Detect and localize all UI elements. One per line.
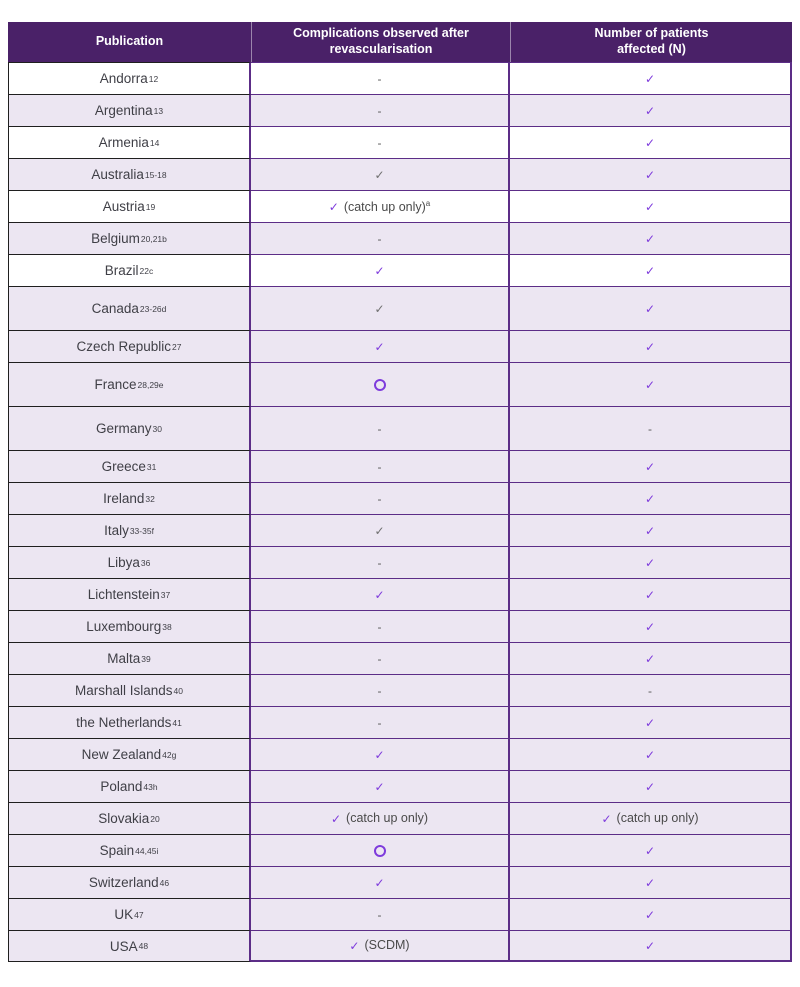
complications-cell (251, 330, 510, 362)
table-row (8, 802, 792, 834)
publication-cell: Malta 39 (8, 642, 251, 674)
patients-cell (510, 610, 792, 642)
circle-icon (374, 845, 386, 857)
table-row (8, 482, 792, 514)
patients-cell (510, 406, 792, 450)
complications-cell (251, 610, 510, 642)
complications-cell (251, 898, 510, 930)
complications-cell (251, 286, 510, 330)
patients-cell (510, 286, 792, 330)
check-icon: ✓ (644, 875, 656, 890)
patients-cell (510, 222, 792, 254)
patients-cell (510, 514, 792, 546)
patients-cell (510, 802, 792, 834)
check-icon: ✓ (644, 715, 656, 730)
publication-name: Italy (104, 523, 129, 538)
check-icon-gray: ✓ (374, 523, 385, 538)
complications-cell (251, 674, 510, 706)
cell-note: (catch up only) (616, 811, 699, 826)
complications-cell (251, 578, 510, 610)
table-row (8, 330, 792, 362)
header-cell-patients (510, 22, 792, 62)
table-row (8, 450, 792, 482)
publication-name: Argentina (94, 103, 153, 118)
cell-note: (SCDM) (364, 938, 410, 953)
table-row (8, 930, 792, 962)
table-row (8, 94, 792, 126)
publication-name: Spain (99, 843, 135, 858)
publication-cell: Lichtenstein 37 (8, 578, 251, 610)
publication-cell: Austria 19 (8, 190, 251, 222)
complications-cell (251, 362, 510, 406)
publication-cell: Marshall Islands 40 (8, 674, 251, 706)
dash-icon: - (377, 907, 382, 922)
publication-name: Switzerland (88, 875, 159, 890)
check-icon: ✓ (644, 651, 656, 666)
publication-name: Slovakia (98, 811, 150, 826)
check-icon: ✓ (374, 747, 385, 762)
publication-name: Belgium (91, 231, 140, 246)
check-icon: ✓ (644, 71, 656, 86)
table-row (8, 62, 792, 94)
table-row (8, 610, 792, 642)
table-row (8, 406, 792, 450)
complications-cell (251, 62, 510, 94)
check-icon: ✓ (374, 587, 385, 602)
publication-name: USA (109, 938, 138, 954)
complications-cell (251, 450, 510, 482)
complications-cell (251, 482, 510, 514)
publication-cell: Luxembourg 38 (8, 610, 251, 642)
check-icon: ✓ (644, 907, 656, 922)
publication-name: Greece (101, 459, 146, 474)
publication-cell: Italy 33-35f (8, 514, 251, 546)
patients-cell (510, 866, 792, 898)
dash-icon: - (377, 421, 382, 436)
publication-name: Marshall Islands (74, 683, 173, 698)
patients-cell (510, 546, 792, 578)
publication-cell: Poland 43h (8, 770, 251, 802)
publication-cell: USA 48 (8, 930, 251, 962)
table-row (8, 706, 792, 738)
publication-cell: Libya 36 (8, 546, 251, 578)
check-icon: ✓ (374, 779, 385, 794)
publication-name: UK (114, 907, 134, 922)
check-icon: ✓ (374, 339, 385, 354)
publication-name: Andorra (99, 71, 148, 86)
publication-name: Czech Republic (76, 339, 172, 354)
patients-cell (510, 450, 792, 482)
check-icon: ✓ (644, 555, 656, 570)
patients-cell (510, 706, 792, 738)
cell-note: (catch up only)$^a$ (343, 198, 431, 214)
publication-cell: UK 47 (8, 898, 251, 930)
dash-icon: - (377, 459, 382, 474)
publication-cell: Australia 15-18 (8, 158, 251, 190)
publication-name: Germany (96, 421, 152, 436)
table-row (8, 254, 792, 286)
publication-name: Libya (107, 555, 140, 570)
publication-cell: Greece 31 (8, 450, 251, 482)
table-row (8, 738, 792, 770)
publication-cell: Andorra 12 (8, 62, 251, 94)
complications-cell (251, 930, 510, 962)
patients-cell (510, 158, 792, 190)
complications-cell (251, 770, 510, 802)
publication-cell: Brazil 22c (8, 254, 251, 286)
patients-cell (510, 930, 792, 962)
cell-note-sup: a (425, 198, 431, 208)
complications-cell (251, 834, 510, 866)
complications-cell (251, 514, 510, 546)
patients-cell (510, 738, 792, 770)
table-body (8, 62, 792, 962)
publication-name: Austria (102, 199, 145, 214)
check-icon: ✓ (644, 938, 656, 953)
check-icon: ✓ (374, 875, 385, 890)
dash-icon: - (377, 231, 382, 246)
publication-name: Luxembourg (86, 619, 162, 634)
complications-cell (251, 546, 510, 578)
patients-cell (510, 254, 792, 286)
dash-icon: - (377, 103, 382, 118)
table-row (8, 770, 792, 802)
complications-cell (251, 706, 510, 738)
publication-cell: Germany 30 (8, 406, 251, 450)
check-icon: ✓ (644, 339, 656, 354)
table-row (8, 286, 792, 330)
publication-cell: Slovakia 20 (8, 802, 251, 834)
check-icon: ✓ (374, 263, 385, 278)
publication-name: New Zealand (81, 747, 162, 762)
publication-cell: Spain 44,45i (8, 834, 251, 866)
patients-cell (510, 190, 792, 222)
circle-icon (374, 379, 386, 391)
table-row (8, 898, 792, 930)
table-row (8, 514, 792, 546)
publication-name: the Netherlands (76, 715, 172, 730)
check-icon: ✓ (644, 523, 656, 538)
table-row (8, 158, 792, 190)
check-icon: ✓ (644, 263, 656, 278)
publication-cell: Switzerland 46 (8, 866, 251, 898)
dash-icon: - (377, 619, 382, 634)
header-cell-complications (251, 22, 510, 62)
patients-cell (510, 898, 792, 930)
complications-cell (251, 642, 510, 674)
publication-cell: France 28,29e (8, 362, 251, 406)
publication-name: Malta (107, 651, 141, 666)
dash-icon: - (377, 71, 382, 86)
patients-cell (510, 770, 792, 802)
table-row (8, 642, 792, 674)
publication-name: Ireland (103, 491, 145, 506)
complications-cell (251, 190, 510, 222)
header-label-patients: Number of patients affected (N) (594, 26, 709, 56)
patients-cell (510, 330, 792, 362)
dash-icon: - (377, 715, 382, 730)
check-icon: ✓ (644, 779, 656, 794)
table-row (8, 126, 792, 158)
complications-cell (251, 802, 510, 834)
publication-cell: the Netherlands 41 (8, 706, 251, 738)
publication-name: Lichtenstein (87, 587, 160, 602)
publication-cell: Belgium 20,21b (8, 222, 251, 254)
check-icon: ✓ (644, 103, 656, 118)
publication-cell: Argentina 13 (8, 94, 251, 126)
patients-cell (510, 578, 792, 610)
complications-cell (251, 94, 510, 126)
check-icon: ✓ (644, 135, 656, 150)
publication-cell: New Zealand 42g (8, 738, 251, 770)
complications-cell (251, 222, 510, 254)
publication-name: Canada (91, 301, 139, 316)
table-row (8, 362, 792, 406)
complications-cell (251, 254, 510, 286)
publication-cell: Armenia 14 (8, 126, 251, 158)
check-icon: ✓ (644, 199, 656, 214)
dash-icon: - (377, 555, 382, 570)
patients-cell (510, 834, 792, 866)
check-icon: ✓ (644, 491, 656, 506)
publications-table (8, 22, 792, 962)
dash-icon: - (377, 135, 382, 150)
publication-name: Australia (91, 167, 144, 182)
check-icon: ✓ (644, 747, 656, 762)
patients-cell (510, 674, 792, 706)
header-label-publication: Publication (95, 34, 164, 49)
check-icon-gray: ✓ (374, 167, 385, 182)
check-icon: ✓ (328, 199, 339, 214)
dash-icon: - (648, 683, 652, 698)
header-cell-publication (8, 22, 251, 62)
patients-cell (510, 126, 792, 158)
check-icon: ✓ (644, 167, 656, 182)
table-row (8, 674, 792, 706)
publication-cell: Czech Republic 27 (8, 330, 251, 362)
check-icon: ✓ (349, 938, 360, 953)
dash-icon: - (648, 421, 652, 436)
complications-cell (251, 158, 510, 190)
dash-icon: - (377, 491, 382, 506)
dash-icon: - (377, 683, 382, 698)
check-icon: ✓ (644, 231, 656, 246)
patients-cell (510, 62, 792, 94)
complications-cell (251, 406, 510, 450)
cell-note: (catch up only) (346, 811, 429, 826)
complications-cell (251, 866, 510, 898)
patients-cell (510, 482, 792, 514)
check-icon-gray: ✓ (374, 301, 385, 316)
publication-name: Poland (100, 779, 143, 794)
complications-cell (251, 126, 510, 158)
check-icon: ✓ (644, 843, 656, 858)
check-icon: ✓ (644, 587, 656, 602)
table-row (8, 866, 792, 898)
table-header-row (8, 22, 792, 62)
header-label-complications: Complications observed after revascularisation (293, 26, 469, 56)
publication-cell: Ireland 32 (8, 482, 251, 514)
check-icon: ✓ (644, 459, 656, 474)
publication-name: Brazil (104, 263, 139, 278)
publication-name: Armenia (98, 135, 149, 150)
table-row (8, 222, 792, 254)
dash-icon: - (377, 651, 382, 666)
patients-cell (510, 362, 792, 406)
publication-name: France (94, 377, 137, 392)
publication-cell: Canada 23-26d (8, 286, 251, 330)
patients-cell (510, 94, 792, 126)
table-row (8, 834, 792, 866)
check-icon: ✓ (601, 811, 612, 826)
table-row (8, 578, 792, 610)
table-row (8, 546, 792, 578)
check-icon: ✓ (644, 301, 656, 316)
patients-cell (510, 642, 792, 674)
check-icon: ✓ (644, 377, 656, 392)
complications-cell (251, 738, 510, 770)
check-icon: ✓ (330, 811, 342, 826)
table-row (8, 190, 792, 222)
check-icon: ✓ (644, 619, 656, 634)
